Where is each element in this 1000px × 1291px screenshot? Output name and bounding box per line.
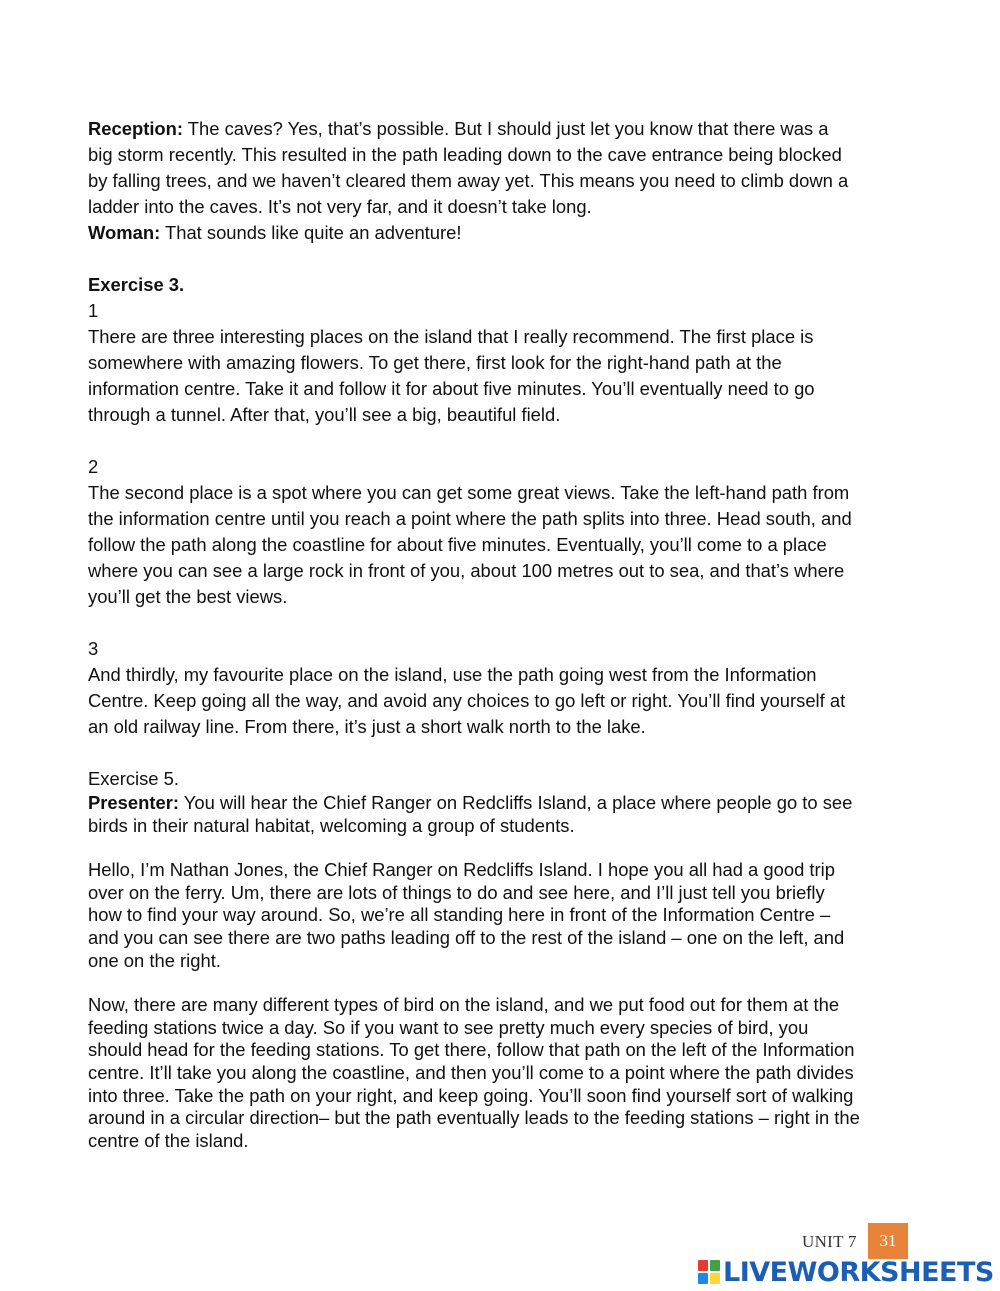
liveworksheets-brand[interactable] (698, 1257, 994, 1287)
ranger-1-line-4: and you can see there are two paths leading off to the rest of the island – one on the left, and (88, 926, 845, 948)
item-3-paragraph (88, 636, 928, 740)
ranger-2-line-1: Now, there are many different types of bird on the island, and we put food out for them at the (88, 994, 840, 1016)
item-2-line-3: follow the path along the coastline for about five minutes. Eventually, you’ll come to a place (88, 534, 827, 555)
presenter-line-1: You will hear the Chief Ranger on Redcliffs Island, a place where people go to see (178, 792, 853, 813)
item-2-line-2: the information centre until you reach a point where the path splits into three. Head south, and (88, 508, 852, 529)
brand-text: LIVEWORKSHEETS (723, 1256, 994, 1288)
ranger-2-line-2: feeding stations twice a day. So if you want to see pretty much every species of bird, you (88, 1016, 809, 1038)
ranger-2-line-5: into three. Take the path on your right, and keep going. You’ll soon find yourself sort of walking (88, 1084, 854, 1106)
ranger-2-line-7: centre of the island. (88, 1129, 249, 1151)
speaker-label-reception: Reception: (88, 118, 184, 139)
item-3-line-2: Centre. Keep going all the way, and avoid any choices to go left or right. You’ll find yourself at (88, 690, 846, 711)
reception-line-4: ladder into the caves. It’s not very far, and it doesn’t take long. (88, 196, 592, 217)
item-1-number: 1 (88, 300, 99, 321)
ranger-paragraph-2 (88, 994, 928, 1152)
item-3-number: 3 (88, 638, 99, 659)
reception-line-1: The caves? Yes, that’s possible. But I should just let you know that there was a (183, 118, 829, 139)
woman-line: That sounds like quite an adventure! (160, 222, 462, 243)
exercise-5-heading: Exercise 5. (88, 768, 179, 789)
document-body (88, 116, 928, 1152)
speaker-label-presenter: Presenter: (88, 792, 179, 813)
item-2-number: 2 (88, 456, 99, 477)
item-1-line-1: There are three interesting places on the island that I really recommend. The first place is (88, 326, 814, 347)
ranger-1-line-5: one on the right. (88, 949, 221, 971)
ranger-2-line-6: around in a circular direction– but the path eventually leads to the feeding stations – right in the (88, 1107, 860, 1129)
ranger-1-line-3: how to find your way around. So, we’re all standing here in front of the Information Centre – (88, 904, 831, 926)
reception-paragraph (88, 116, 928, 246)
exercise-3-section (88, 272, 928, 428)
page-number: 31 (868, 1223, 908, 1259)
item-1-line-4: through a tunnel. After that, you’ll see a big, beautiful field. (88, 404, 561, 425)
item-1-line-3: information centre. Take it and follow it for about five minutes. You’ll eventually need to go (88, 378, 815, 399)
ranger-2-line-4: centre. It’ll take you along the coastline, and then you’ll come to a point where the path divides (88, 1061, 854, 1083)
unit-label: UNIT 7 (802, 1232, 857, 1251)
ranger-1-line-2: over on the ferry. Um, there are lots of things to do and see here, and I’ll just tell you briefly (88, 881, 825, 903)
item-3-line-3: an old railway line. From there, it’s just a short walk north to the lake. (88, 716, 646, 737)
reception-line-2: big storm recently. This resulted in the path leading down to the cave entrance being blocked (88, 144, 842, 165)
item-3-line-1: And thirdly, my favourite place on the island, use the path going west from the Information (88, 664, 817, 685)
liveworksheets-logo-icon (698, 1260, 720, 1284)
presenter-paragraph (88, 792, 928, 837)
item-2-line-1: The second place is a spot where you can get some great views. Take the left-hand path from (88, 482, 850, 503)
item-2-paragraph (88, 454, 928, 610)
item-1-line-2: somewhere with amazing flowers. To get there, first look for the right-hand path at the (88, 352, 782, 373)
exercise-3-heading: Exercise 3. (88, 274, 185, 295)
reception-line-3: by falling trees, and we haven’t cleared them away yet. This means you need to climb down a (88, 170, 849, 191)
item-2-line-5: you’ll get the best views. (88, 586, 288, 607)
speaker-label-woman: Woman: (88, 222, 161, 243)
item-2-line-4: where you can see a large rock in front of you, about 100 metres out to sea, and that’s where (88, 560, 845, 581)
ranger-2-line-3: should head for the feeding stations. To get there, follow that path on the left of the Information (88, 1039, 855, 1061)
ranger-1-line-1: Hello, I’m Nathan Jones, the Chief Ranger on Redcliffs Island. I hope you all had a good trip (88, 859, 835, 881)
presenter-line-2: birds in their natural habitat, welcoming a group of students. (88, 814, 575, 836)
ranger-paragraph-1 (88, 859, 928, 972)
